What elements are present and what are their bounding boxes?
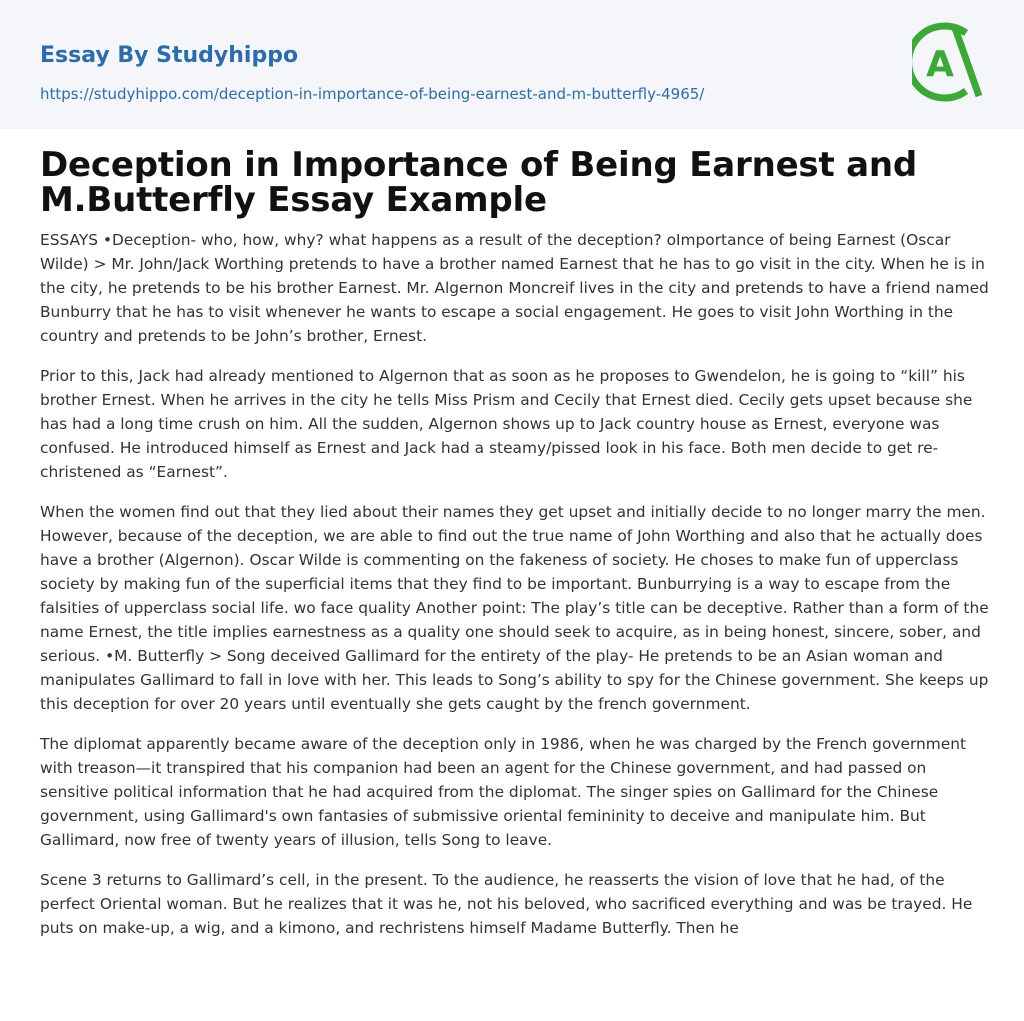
essay-url-link[interactable]: https://studyhippo.com/deception-in-importance-of-being-earnest-and-m-butterfly-4965/: [40, 85, 705, 103]
site-header: [0, 0, 1024, 129]
studyhippo-logo-icon[interactable]: [912, 19, 986, 105]
essay-body: [40, 228, 990, 940]
article: [40, 145, 990, 956]
essay-paragraph: Prior to this, Jack had already mentioned to Algernon that as soon as he proposes to Gwendelon, he is going to “kill” his brother Ernest. When he arrives in the city he tells Miss Prism and Cecily that Ernest died. Cecily gets upset because she has had a long time crush on him. All the sudden, Algernon shows up to Jack country house as Ernest, everyone was confused. He introduced himself as Ernest and Jack had a steamy/pissed look in his face. Both men decide to get re-christened as “Earnest”.: [40, 367, 973, 481]
essay-paragraph: Scene 3 returns to Gallimard’s cell, in the present. To the audience, he reasserts the vision of love that he had, of the perfect Oriental woman. But he realizes that it was he, not his beloved, who sacrificed everything and was be trayed. He puts on make-up, a wig, and a kimono, and rechristens himself Madame Butterfly. Then he: [40, 871, 973, 937]
essay-paragraph: When the women find out that they lied about their names they get upset and initially decide to no longer marry the men. However, because of the deception, we are able to find out the true name of John Worthing and also that he actually does have a brother (Algernon). Oscar Wilde is commenting on the fakeness of society. He choses to make fun of upperclass society by making fun of the superficial items that they find to be important. Bunburrying is a way to escape from the falsities of upperclass social life. wo face quality Another point: The play’s title can be deceptive. Rather than a form of the name Ernest, the title implies earnestness as a quality one should seek to acquire, as in being honest, sincere, sober, and serious. •M. Butterfly > Song deceived Gallimard for the entirety of the play- He pretends to be an Asian woman and manipulates Gallimard to fall in love with her. This leads to Song’s ability to spy for the Chinese government. She keeps up this deception for over 20 years until eventually she gets caught by the french government.: [40, 503, 989, 713]
essay-paragraph: ESSAYS •Deception- who, how, why? what happens as a result of the deception? oImportance of being Earnest (Oscar Wilde) > Mr. John/Jack Worthing pretends to have a brother named Earnest that he has to go visit in the city. When he is in the city, he pretends to be his brother Earnest. Mr. Algernon Moncreif lives in the city and pretends to have a friend named Bunburry that he has to visit whenever he wants to escape a social engagement. He goes to visit John Worthing in the country and pretends to be John’s brother, Ernest.: [40, 231, 989, 345]
logo-letter: A: [926, 44, 954, 85]
essay-paragraph: The diplomat apparently became aware of the deception only in 1986, when he was charged by the French government with treason—it transpired that his companion had been an agent for the Chinese government, and had passed on sensitive political information that he had acquired from the diplomat. The singer spies on Gallimard for the Chinese government, using Gallimard's own fantasies of submissive oriental femininity to deceive and manipulate him. But Gallimard, now free of twenty years of illusion, tells Song to leave.: [40, 735, 966, 849]
site-title[interactable]: Essay By Studyhippo: [40, 43, 299, 68]
page-title: Deception in Importance of Being Earnest and M.Butterfly Essay Example: [40, 145, 918, 220]
